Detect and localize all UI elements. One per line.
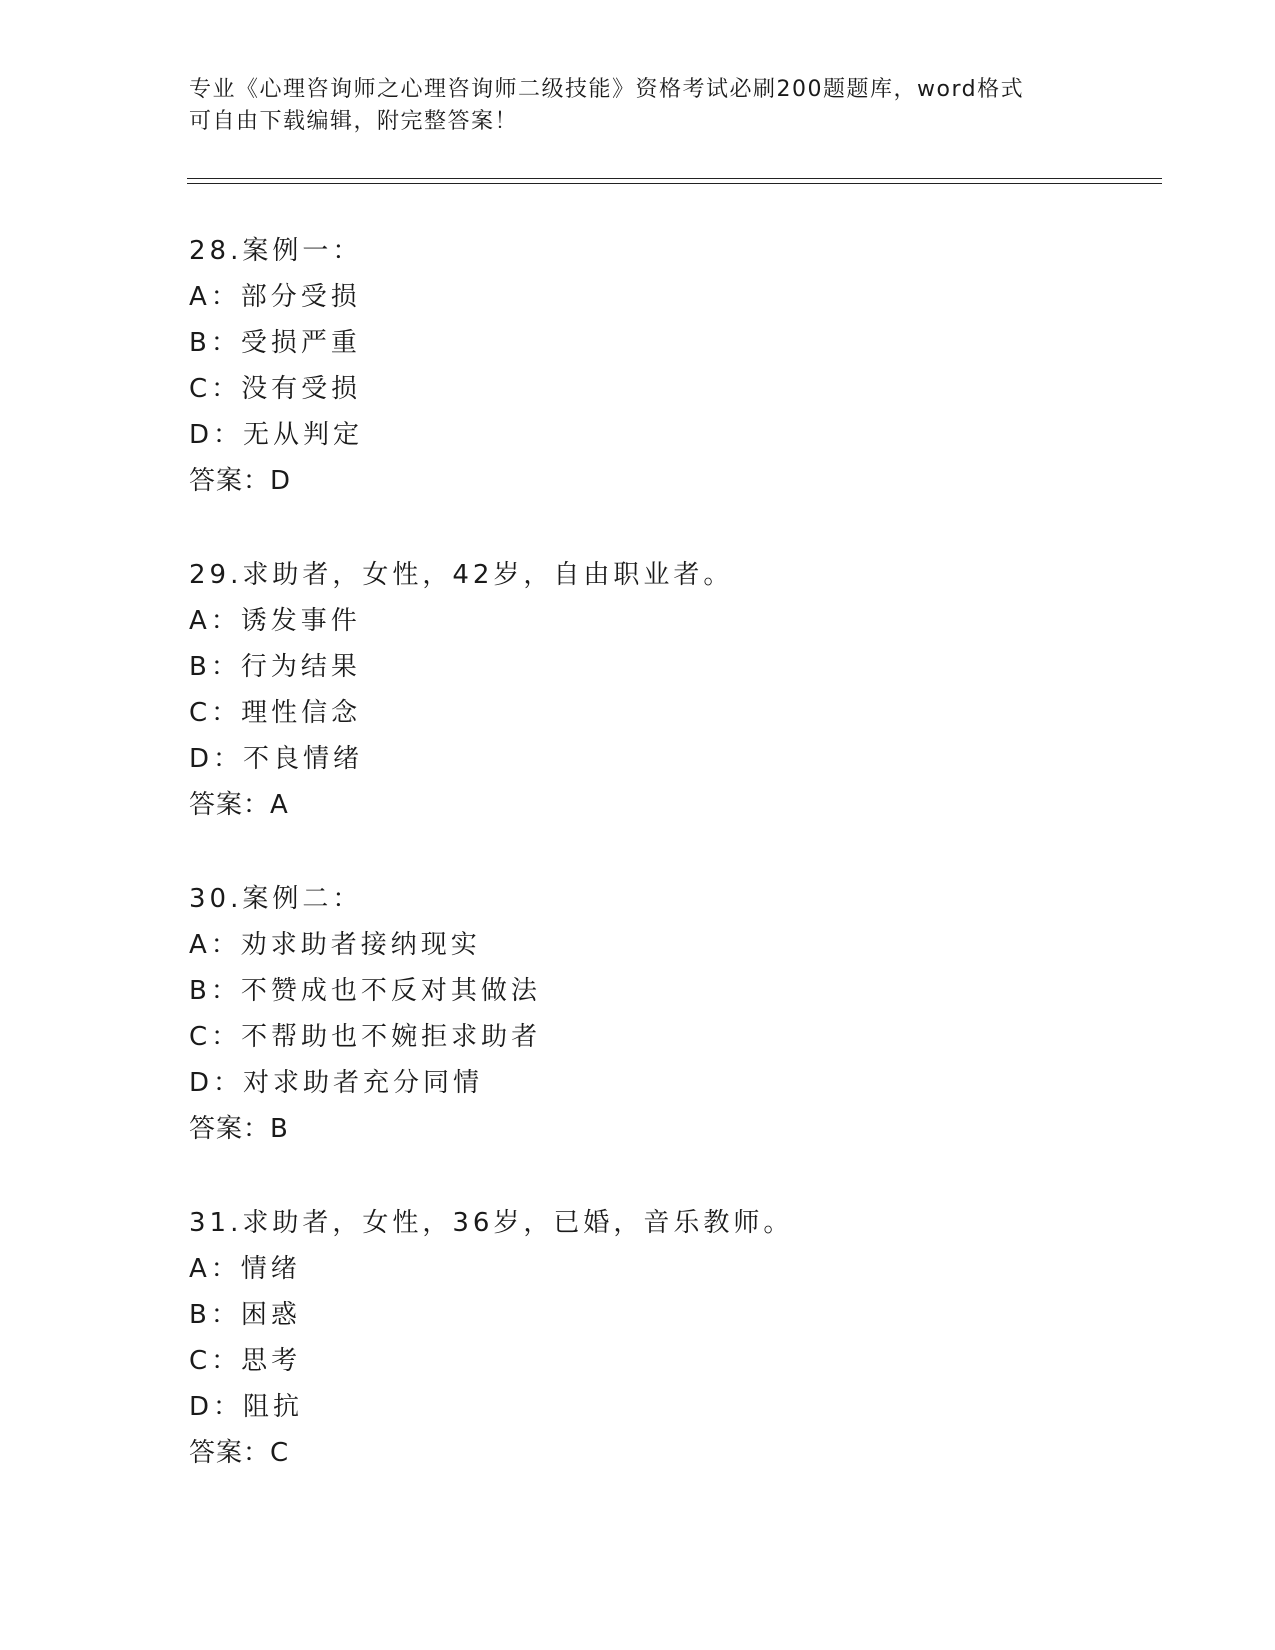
answer-line: 答案：D [189,466,292,496]
option-a: A：部分受损 [189,282,361,312]
document-header [189,74,1089,138]
option-c: C：不帮助也不婉拒求助者 [189,1022,542,1052]
option-c: C：没有受损 [189,374,362,404]
option-a: A：劝求助者接纳现实 [189,930,481,960]
option-b: B：困惑 [189,1300,301,1330]
answer-line: 答案：C [189,1438,290,1468]
header-line-2: 可自由下载编辑，附完整答案！ [189,109,519,134]
question-block [189,876,1089,1152]
answer-line: 答案：B [189,1114,289,1144]
question-block [189,1200,1089,1476]
option-c: C：思考 [189,1346,302,1376]
answer-line: 答案：A [189,790,289,820]
header-divider-bottom [187,183,1162,184]
question-block [189,552,1089,828]
option-d: D：对求助者充分同情 [189,1068,484,1098]
question-stem: 29.求助者，女性，42岁，自由职业者。 [189,560,734,590]
option-d: D：无从判定 [189,420,364,450]
option-d: D：阻抗 [189,1392,304,1422]
option-a: A：情绪 [189,1254,301,1284]
question-stem: 30.案例二： [189,884,363,914]
option-b: B：不赞成也不反对其做法 [189,976,541,1006]
option-a: A：诱发事件 [189,606,361,636]
question-stem: 28.案例一： [189,236,363,266]
option-d: D：不良情绪 [189,744,364,774]
option-b: B：受损严重 [189,328,361,358]
question-stem: 31.求助者，女性，36岁，已婚，音乐教师。 [189,1208,794,1238]
question-block [189,228,1089,504]
option-b: B：行为结果 [189,652,361,682]
header-line-1: 专业《心理咨询师之心理咨询师二级技能》资格考试必刷200题题库，word格式 [189,77,1025,102]
option-c: C：理性信念 [189,698,362,728]
header-divider-top [187,178,1162,179]
